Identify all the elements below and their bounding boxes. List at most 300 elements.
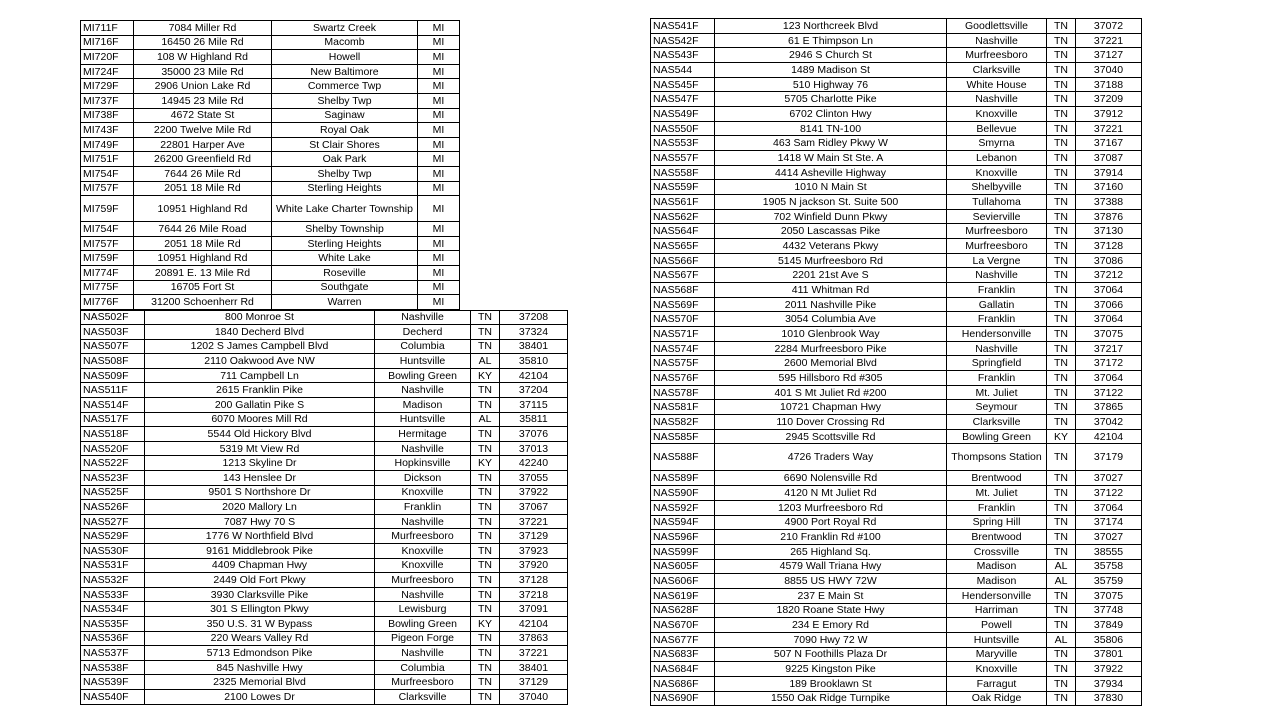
table-row [81,383,568,398]
cell-state: TN [1047,165,1076,180]
cell-id: NAS543F [651,48,715,63]
cell-city: Knoxville [947,165,1047,180]
table-row [81,280,460,295]
cell-id: NAS592F [651,500,715,515]
cell-city: Hermitage [375,427,471,442]
table-row [651,239,1142,254]
table-row [81,222,460,237]
cell-address: 26200 Greenfield Rd [134,152,272,167]
cell-id: NAS670F [651,618,715,633]
cell-zip: 35811 [500,412,568,427]
cell-city: Sterling Heights [272,236,418,251]
cell-address: 2600 Memorial Blvd [715,356,947,371]
cell-city: Tullahoma [947,195,1047,210]
cell-city: Hendersonville [947,588,1047,603]
cell-city: Seymour [947,400,1047,415]
cell-id: NAS523F [81,471,145,486]
cell-id: NAS581F [651,400,715,415]
cell-state: TN [471,383,500,398]
table-row [81,354,568,369]
cell-state: TN [1047,63,1076,78]
cell-zip: 37064 [1076,283,1142,298]
cell-id: NAS535F [81,616,145,631]
cell-zip: 37064 [1076,312,1142,327]
cell-zip: 37912 [1076,107,1142,122]
cell-id: NAS599F [651,544,715,559]
cell-city: Bowling Green [375,368,471,383]
cell-address: 463 Sam Ridley Pkwy W [715,136,947,151]
cell-state: TN [471,441,500,456]
cell-state: AL [1047,574,1076,589]
cell-zip: 37040 [500,689,568,704]
cell-state: TN [1047,77,1076,92]
table-row [81,558,568,573]
table-row [651,165,1142,180]
table-row [651,136,1142,151]
cell-id: MI757F [81,236,134,251]
cell-id: NAS558F [651,165,715,180]
cell-zip: 37115 [500,398,568,413]
cell-id: NAS520F [81,441,145,456]
cell-city: Hendersonville [947,327,1047,342]
cell-state: TN [1047,297,1076,312]
cell-city: Madison [375,398,471,413]
cell-id: NAS544 [651,63,715,78]
table-row [651,530,1142,545]
cell-zip: 37174 [1076,515,1142,530]
cell-state: TN [1047,268,1076,283]
cell-zip: 37122 [1076,486,1142,501]
cell-city: Murfreesboro [375,573,471,588]
cell-city: Murfreesboro [947,224,1047,239]
cell-city: Commerce Twp [272,79,418,94]
cell-address: 4672 State St [134,108,272,123]
cell-id: MI754F [81,222,134,237]
table-row [651,471,1142,486]
cell-id: MI711F [81,21,134,36]
cell-state: MI [418,21,460,36]
table-row [651,515,1142,530]
cell-city: Oak Ridge [947,691,1047,706]
cell-state: TN [1047,253,1076,268]
cell-city: Franklin [947,283,1047,298]
cell-address: 1550 Oak Ridge Turnpike [715,691,947,706]
cell-city: Howell [272,50,418,65]
cell-id: NAS585F [651,429,715,444]
cell-id: NAS553F [651,136,715,151]
cell-city: Nashville [375,514,471,529]
table-row [651,33,1142,48]
cell-state: MI [418,280,460,295]
cell-address: 210 Franklin Rd #100 [715,530,947,545]
cell-state: KY [471,456,500,471]
cell-address: 800 Monroe St [145,310,375,325]
cell-state: TN [1047,400,1076,415]
cell-zip: 37087 [1076,151,1142,166]
cell-zip: 38401 [500,339,568,354]
table-row [81,427,568,442]
cell-state: TN [471,544,500,559]
cell-address: 2449 Old Fort Pkwy [145,573,375,588]
table-row [651,691,1142,706]
cell-address: 510 Highway 76 [715,77,947,92]
cell-address: 189 Brooklawn St [715,676,947,691]
cell-id: NAS522F [81,456,145,471]
cell-city: Southgate [272,280,418,295]
cell-city: Knoxville [375,485,471,500]
cell-address: 14945 23 Mile Rd [134,93,272,108]
cell-city: Nashville [375,587,471,602]
cell-state: TN [471,602,500,617]
cell-id: MI757F [81,181,134,196]
cell-address: 702 Winfield Dunn Pkwy [715,209,947,224]
table-row [81,236,460,251]
cell-id: NAS565F [651,239,715,254]
cell-zip: 37914 [1076,165,1142,180]
cell-zip: 37122 [1076,385,1142,400]
cell-id: NAS509F [81,368,145,383]
cell-city: Madison [947,574,1047,589]
cell-id: MI754F [81,166,134,181]
cell-zip: 37801 [1076,647,1142,662]
cell-state: MI [418,79,460,94]
cell-city: Bellevue [947,121,1047,136]
cell-zip: 37091 [500,602,568,617]
cell-address: 2020 Mallory Ln [145,500,375,515]
table-row [651,312,1142,327]
cell-zip: 37075 [1076,327,1142,342]
cell-state: TN [471,471,500,486]
cell-address: 507 N Foothills Plaza Dr [715,647,947,662]
cell-address: 301 S Ellington Pkwy [145,602,375,617]
cell-address: 2110 Oakwood Ave NW [145,354,375,369]
cell-address: 4432 Veterans Pkwy [715,239,947,254]
table-row [651,341,1142,356]
cell-city: Shelby Twp [272,166,418,181]
cell-address: 123 Northcreek Blvd [715,19,947,34]
cell-city: Shelbyville [947,180,1047,195]
cell-address: 2011 Nashville Pike [715,297,947,312]
cell-city: Powell [947,618,1047,633]
cell-zip: 37064 [1076,371,1142,386]
cell-zip: 37067 [500,500,568,515]
cell-state: AL [471,354,500,369]
cell-state: AL [1047,559,1076,574]
cell-zip: 37086 [1076,253,1142,268]
cell-city: Lebanon [947,151,1047,166]
cell-id: MI720F [81,50,134,65]
cell-state: TN [1047,195,1076,210]
cell-city: White Lake Charter Township [272,196,418,222]
cell-city: Pigeon Forge [375,631,471,646]
cell-city: St Clair Shores [272,137,418,152]
cell-address: 2945 Scottsville Rd [715,429,947,444]
cell-id: NAS514F [81,398,145,413]
cell-city: Mt. Juliet [947,385,1047,400]
table-row [81,529,568,544]
cell-city: Sterling Heights [272,181,418,196]
cell-address: 5705 Charlotte Pike [715,92,947,107]
cell-zip: 42104 [500,368,568,383]
table-row [81,500,568,515]
table-row [651,588,1142,603]
table-row [81,544,568,559]
cell-id: NAS578F [651,385,715,400]
cell-city: Franklin [947,371,1047,386]
cell-city: Clarksville [947,63,1047,78]
cell-id: MI759F [81,251,134,266]
cell-id: NAS508F [81,354,145,369]
cell-address: 1489 Madison St [715,63,947,78]
cell-state: MI [418,222,460,237]
cell-city: Maryville [947,647,1047,662]
table-row [81,295,460,310]
cell-zip: 35810 [500,354,568,369]
cell-address: 10951 Highland Rd [134,196,272,222]
cell-zip: 37934 [1076,676,1142,691]
cell-address: 4414 Asheville Highway [715,165,947,180]
table-row [651,121,1142,136]
cell-zip: 37064 [1076,500,1142,515]
cell-id: NAS561F [651,195,715,210]
cell-zip: 37160 [1076,180,1142,195]
cell-state: MI [418,137,460,152]
cell-address: 350 U.S. 31 W Bypass [145,616,375,631]
cell-address: 110 Dover Crossing Rd [715,415,947,430]
cell-id: NAS575F [651,356,715,371]
cell-city: Shelby Twp [272,93,418,108]
cell-id: NAS525F [81,485,145,500]
cell-address: 1203 Murfreesboro Rd [715,500,947,515]
cell-zip: 37167 [1076,136,1142,151]
cell-city: Nashville [947,92,1047,107]
cell-zip: 37188 [1076,77,1142,92]
cell-city: Lewisburg [375,602,471,617]
table-row [81,108,460,123]
cell-address: 4900 Port Royal Rd [715,515,947,530]
cell-zip: 42104 [1076,429,1142,444]
table-row [651,415,1142,430]
table-row [81,602,568,617]
table-row [651,180,1142,195]
cell-address: 1820 Roane State Hwy [715,603,947,618]
cell-id: MI759F [81,196,134,222]
cell-address: 401 S Mt Juliet Rd #200 [715,385,947,400]
cell-address: 10721 Chapman Hwy [715,400,947,415]
cell-id: NAS605F [651,559,715,574]
table-row [81,196,460,222]
table-row [651,444,1142,471]
cell-state: TN [1047,371,1076,386]
cell-address: 220 Wears Valley Rd [145,631,375,646]
cell-id: MI738F [81,108,134,123]
cell-address: 2615 Franklin Pike [145,383,375,398]
cell-zip: 38401 [500,660,568,675]
table-row [651,400,1142,415]
cell-address: 2051 18 Mile Rd [134,236,272,251]
cell-address: 4120 N Mt Juliet Rd [715,486,947,501]
cell-state: TN [1047,136,1076,151]
cell-zip: 37920 [500,558,568,573]
cell-address: 234 E Emory Rd [715,618,947,633]
cell-city: Murfreesboro [947,239,1047,254]
cell-zip: 37208 [500,310,568,325]
table-row [651,48,1142,63]
cell-city: Warren [272,295,418,310]
table-row [651,662,1142,677]
cell-state: TN [1047,107,1076,122]
table-row [651,647,1142,662]
cell-zip: 37221 [500,646,568,661]
cell-state: KY [471,368,500,383]
cell-state: TN [1047,48,1076,63]
cell-address: 2200 Twelve Mile Rd [134,123,272,138]
table-row [81,123,460,138]
cell-id: NAS684F [651,662,715,677]
cell-address: 31200 Schoenherr Rd [134,295,272,310]
cell-id: MI743F [81,123,134,138]
cell-address: 200 Gallatin Pike S [145,398,375,413]
cell-city: Macomb [272,35,418,50]
cell-address: 6690 Nolensville Rd [715,471,947,486]
cell-address: 1202 S James Campbell Blvd [145,339,375,354]
cell-zip: 37324 [500,325,568,340]
cell-id: NAS557F [651,151,715,166]
cell-city: Columbia [375,660,471,675]
cell-id: NAS594F [651,515,715,530]
table-row [81,325,568,340]
cell-state: MI [418,123,460,138]
table-row [81,398,568,413]
cell-state: TN [1047,224,1076,239]
cell-address: 3930 Clarksville Pike [145,587,375,602]
cell-id: MI729F [81,79,134,94]
cell-city: Knoxville [947,662,1047,677]
cell-id: NAS541F [651,19,715,34]
cell-city: Goodlettsville [947,19,1047,34]
cell-address: 22801 Harper Ave [134,137,272,152]
cell-zip: 37075 [1076,588,1142,603]
cell-id: NAS530F [81,544,145,559]
cell-state: TN [471,398,500,413]
cell-city: Harriman [947,603,1047,618]
cell-state: MI [418,108,460,123]
table-row [651,385,1142,400]
cell-address: 237 E Main St [715,588,947,603]
cell-address: 2284 Murfreesboro Pike [715,341,947,356]
cell-city: New Baltimore [272,64,418,79]
cell-state: KY [471,616,500,631]
cell-city: Hopkinsville [375,456,471,471]
cell-state: TN [471,675,500,690]
table-row [81,137,460,152]
table-row [651,544,1142,559]
cell-address: 9161 Middlebrook Pike [145,544,375,559]
cell-zip: 37013 [500,441,568,456]
cell-id: NAS539F [81,675,145,690]
table-row [81,412,568,427]
table-row [651,559,1142,574]
cell-id: NAS547F [651,92,715,107]
cell-zip: 37748 [1076,603,1142,618]
cell-address: 7084 Miller Rd [134,21,272,36]
table-row [651,151,1142,166]
table-row [81,21,460,36]
table-row [651,195,1142,210]
cell-id: MI724F [81,64,134,79]
cell-city: White Lake [272,251,418,266]
cell-address: 6702 Clinton Hwy [715,107,947,122]
cell-state: TN [1047,500,1076,515]
cell-id: NAS588F [651,444,715,471]
table-row [81,310,568,325]
table-row [81,265,460,280]
cell-city: Crossville [947,544,1047,559]
cell-state: TN [1047,33,1076,48]
table-row [81,631,568,646]
cell-address: 7090 Hwy 72 W [715,632,947,647]
cell-city: Smyrna [947,136,1047,151]
table-row [651,224,1142,239]
cell-id: NAS677F [651,632,715,647]
table-row [81,152,460,167]
cell-id: NAS574F [651,341,715,356]
cell-address: 20891 E. 13 Mile Rd [134,265,272,280]
cell-state: MI [418,93,460,108]
cell-zip: 38555 [1076,544,1142,559]
cell-city: White House [947,77,1047,92]
cell-id: MI737F [81,93,134,108]
cell-state: MI [418,152,460,167]
cell-state: TN [471,514,500,529]
cell-id: NAS533F [81,587,145,602]
cell-id: NAS529F [81,529,145,544]
cell-state: TN [471,529,500,544]
cell-id: NAS562F [651,209,715,224]
cell-state: TN [1047,544,1076,559]
cell-address: 4579 Wall Triana Hwy [715,559,947,574]
cell-city: La Vergne [947,253,1047,268]
cell-address: 5145 Murfreesboro Rd [715,253,947,268]
cell-address: 2946 S Church St [715,48,947,63]
cell-state: TN [1047,515,1076,530]
cell-city: Huntsville [375,354,471,369]
cell-id: NAS690F [651,691,715,706]
cell-address: 8141 TN-100 [715,121,947,136]
cell-city: Nashville [375,383,471,398]
cell-id: NAS502F [81,310,145,325]
cell-id: NAS582F [651,415,715,430]
cell-state: TN [1047,327,1076,342]
cell-state: AL [1047,632,1076,647]
table-row [81,368,568,383]
nas-locations-table-right [650,18,1142,706]
table-row [81,441,568,456]
cell-id: MI749F [81,137,134,152]
cell-id: NAS683F [651,647,715,662]
cell-id: NAS559F [651,180,715,195]
table-row [651,618,1142,633]
cell-city: Brentwood [947,530,1047,545]
cell-zip: 37388 [1076,195,1142,210]
cell-zip: 37076 [500,427,568,442]
cell-state: TN [1047,121,1076,136]
cell-address: 5713 Edmondson Pike [145,646,375,661]
table-row [651,429,1142,444]
cell-id: MI716F [81,35,134,50]
cell-state: TN [1047,444,1076,471]
cell-state: TN [1047,662,1076,677]
